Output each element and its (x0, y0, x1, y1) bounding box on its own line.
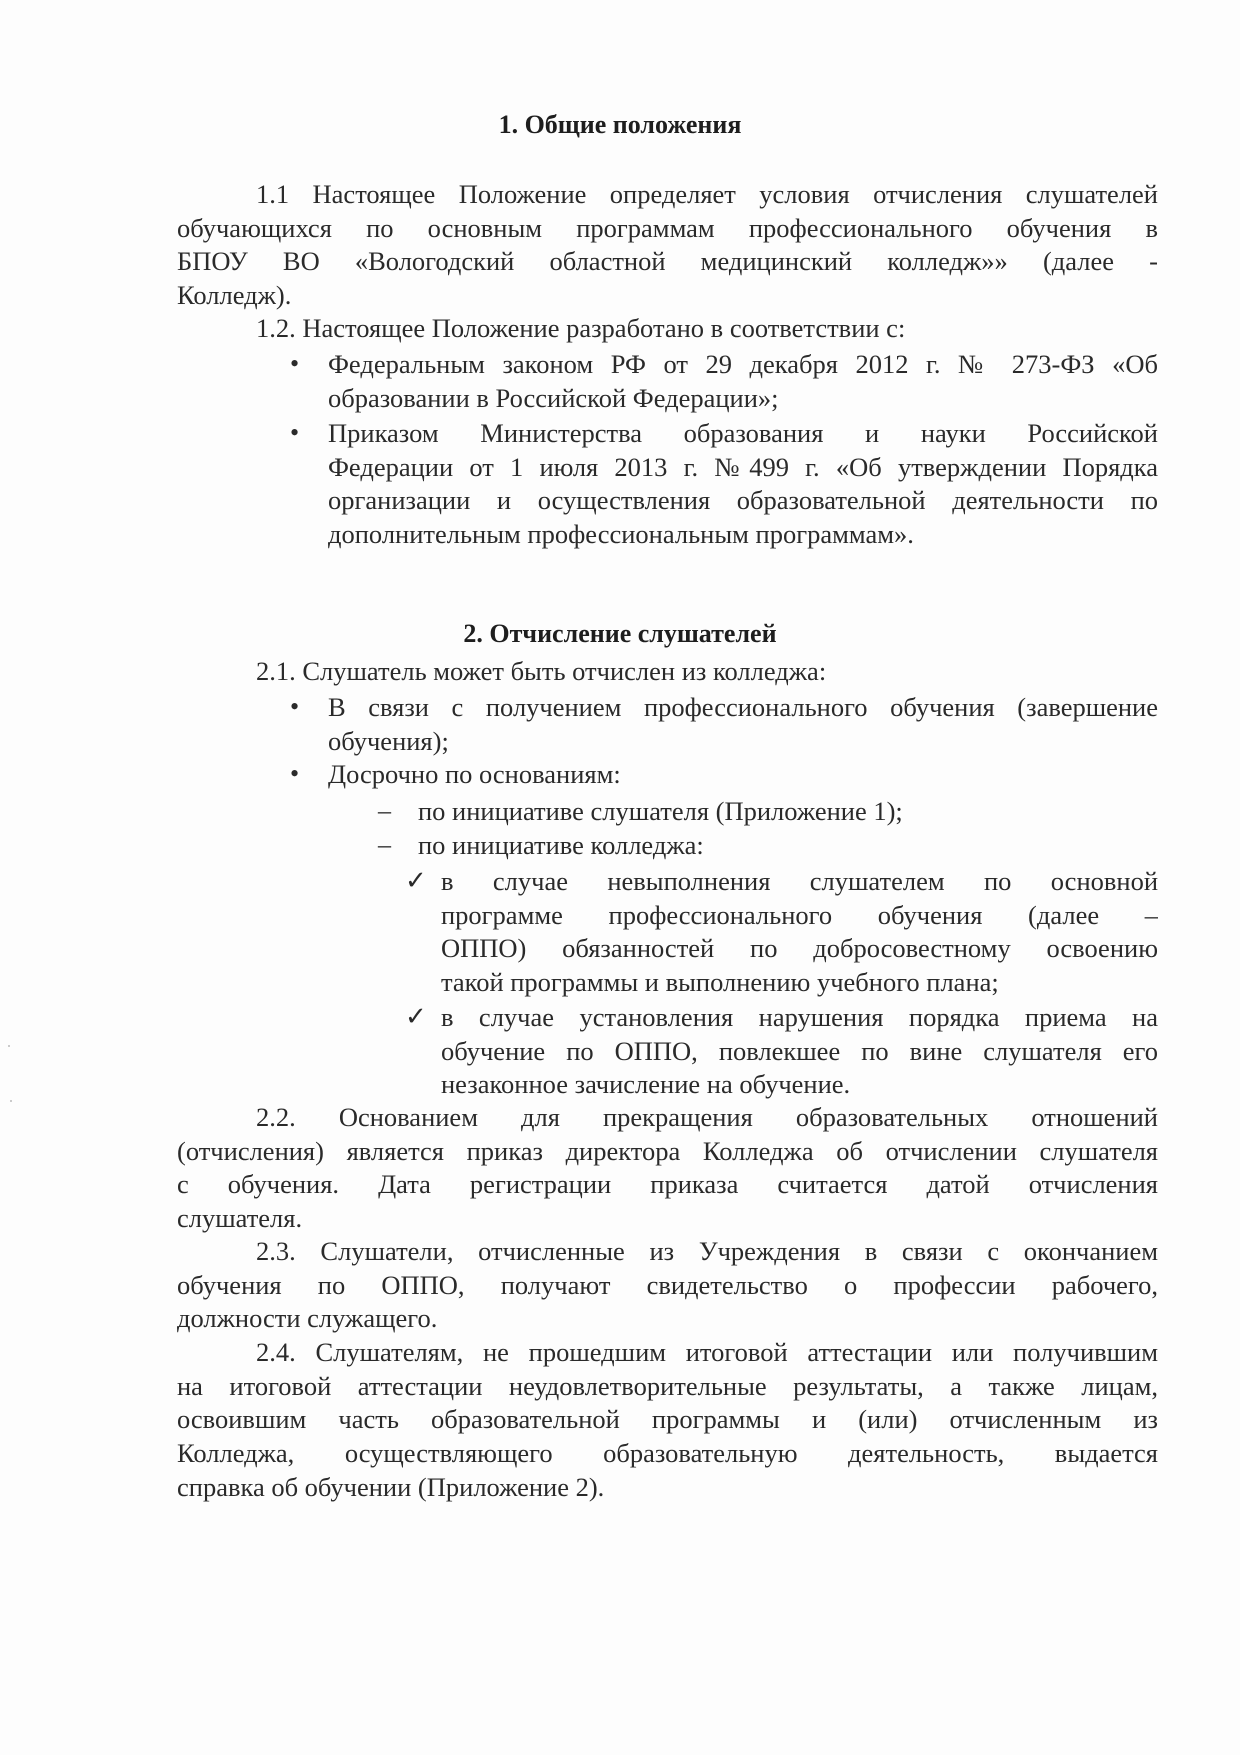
text-line: на итоговой аттестации неудовлетворительные результаты, а также лицам, (177, 1370, 1158, 1401)
text-line: Колледжа, осуществляющего образовательную деятельность, выдается (177, 1438, 1158, 1469)
text-line: с обучения. Дата регистрации приказа считается датой отчисления (177, 1169, 1158, 1200)
text-line: 2.3. Слушатели, отчисленные из Учреждения в связи с окончанием (256, 1236, 1158, 1266)
text-line: организации и осуществления образовательной деятельности по (328, 485, 1158, 516)
text-line: по инициативе слушателя (Приложение 1); (418, 796, 903, 826)
text-line: по инициативе колледжа: (418, 830, 704, 860)
bullet-marker-icon: • (290, 759, 300, 788)
text-line: 2.2. Основанием для прекращения образовательных отношений (256, 1102, 1158, 1132)
text-line: освоившим часть образовательной программы и (или) отчисленным из (177, 1404, 1158, 1435)
dash-marker-icon: – (378, 830, 391, 859)
text-line: Федерации от 1 июля 2013 г. №499 г. «Об утверждении Порядка (328, 451, 1158, 482)
text-line: Досрочно по основаниям: (328, 759, 621, 789)
bullet-marker-icon: • (290, 418, 300, 447)
text-line: в случае невыполнения слушателем по основной (441, 866, 1158, 896)
text-line: обучающихся по основным программам профессионального обучения в (177, 212, 1158, 243)
text-line: незаконное зачисление на обучение. (441, 1069, 851, 1100)
section-heading: 1. Общие положения (498, 110, 742, 139)
text-line: образовании в Российской Федерации»; (328, 382, 779, 413)
text-line: 1.2. Настоящее Положение разработано в соответствии с: (256, 313, 906, 343)
text-line: Колледж). (177, 280, 292, 311)
text-line: 2.1. Слушатель может быть отчислен из колледжа: (256, 656, 827, 686)
text-line: Приказом Министерства образования и науки Российской (328, 418, 1158, 448)
text-line: обучения по ОППО, получают свидетельство о профессии рабочего, (177, 1269, 1158, 1300)
text-line: (отчисления) является приказ директора Колледжа об отчислении слушателя (177, 1135, 1158, 1166)
text-line: 1.1 Настоящее Положение определяет условия отчисления слушателей (256, 179, 1158, 209)
bullet-marker-icon: • (290, 692, 300, 721)
text-line: Федеральным законом РФ от 29 декабря 2012 г. № 273-ФЗ «Об (328, 349, 1158, 379)
text-line: В связи с получением профессионального обучения (завершение (328, 692, 1158, 722)
text-line: такой программы и выполнению учебного плана; (441, 967, 999, 998)
scan-speck (8, 1045, 10, 1047)
text-line: 2.4. Слушателям, не прошедшим итоговой аттестации или получившим (256, 1337, 1158, 1367)
text-line: справка об обучении (Приложение 2). (177, 1471, 605, 1502)
check-marker-icon: ✓ (405, 866, 427, 895)
text-line: дополнительным профессиональным программам». (328, 519, 914, 550)
text-line: обучение по ОППО, повлекшее по вине слушателя его (441, 1035, 1158, 1066)
dash-marker-icon: – (378, 796, 391, 825)
text-line: обучения); (328, 725, 449, 756)
text-line: ОППО) обязанностей по добросовестному освоению (441, 933, 1158, 964)
text-line: программе профессионального обучения (далее – (441, 899, 1158, 930)
text-line: в случае установления нарушения порядка приема на (441, 1002, 1158, 1032)
section-heading: 2. Отчисление слушателей (463, 619, 777, 648)
text-line: должности служащего. (177, 1303, 438, 1334)
text-line: слушателя. (177, 1203, 303, 1234)
bullet-marker-icon: • (290, 349, 300, 378)
text-line: БПОУ ВО «Вологодский областной медицинский колледж»» (далее - (177, 246, 1158, 277)
check-marker-icon: ✓ (405, 1002, 427, 1031)
scan-speck (10, 1100, 12, 1102)
